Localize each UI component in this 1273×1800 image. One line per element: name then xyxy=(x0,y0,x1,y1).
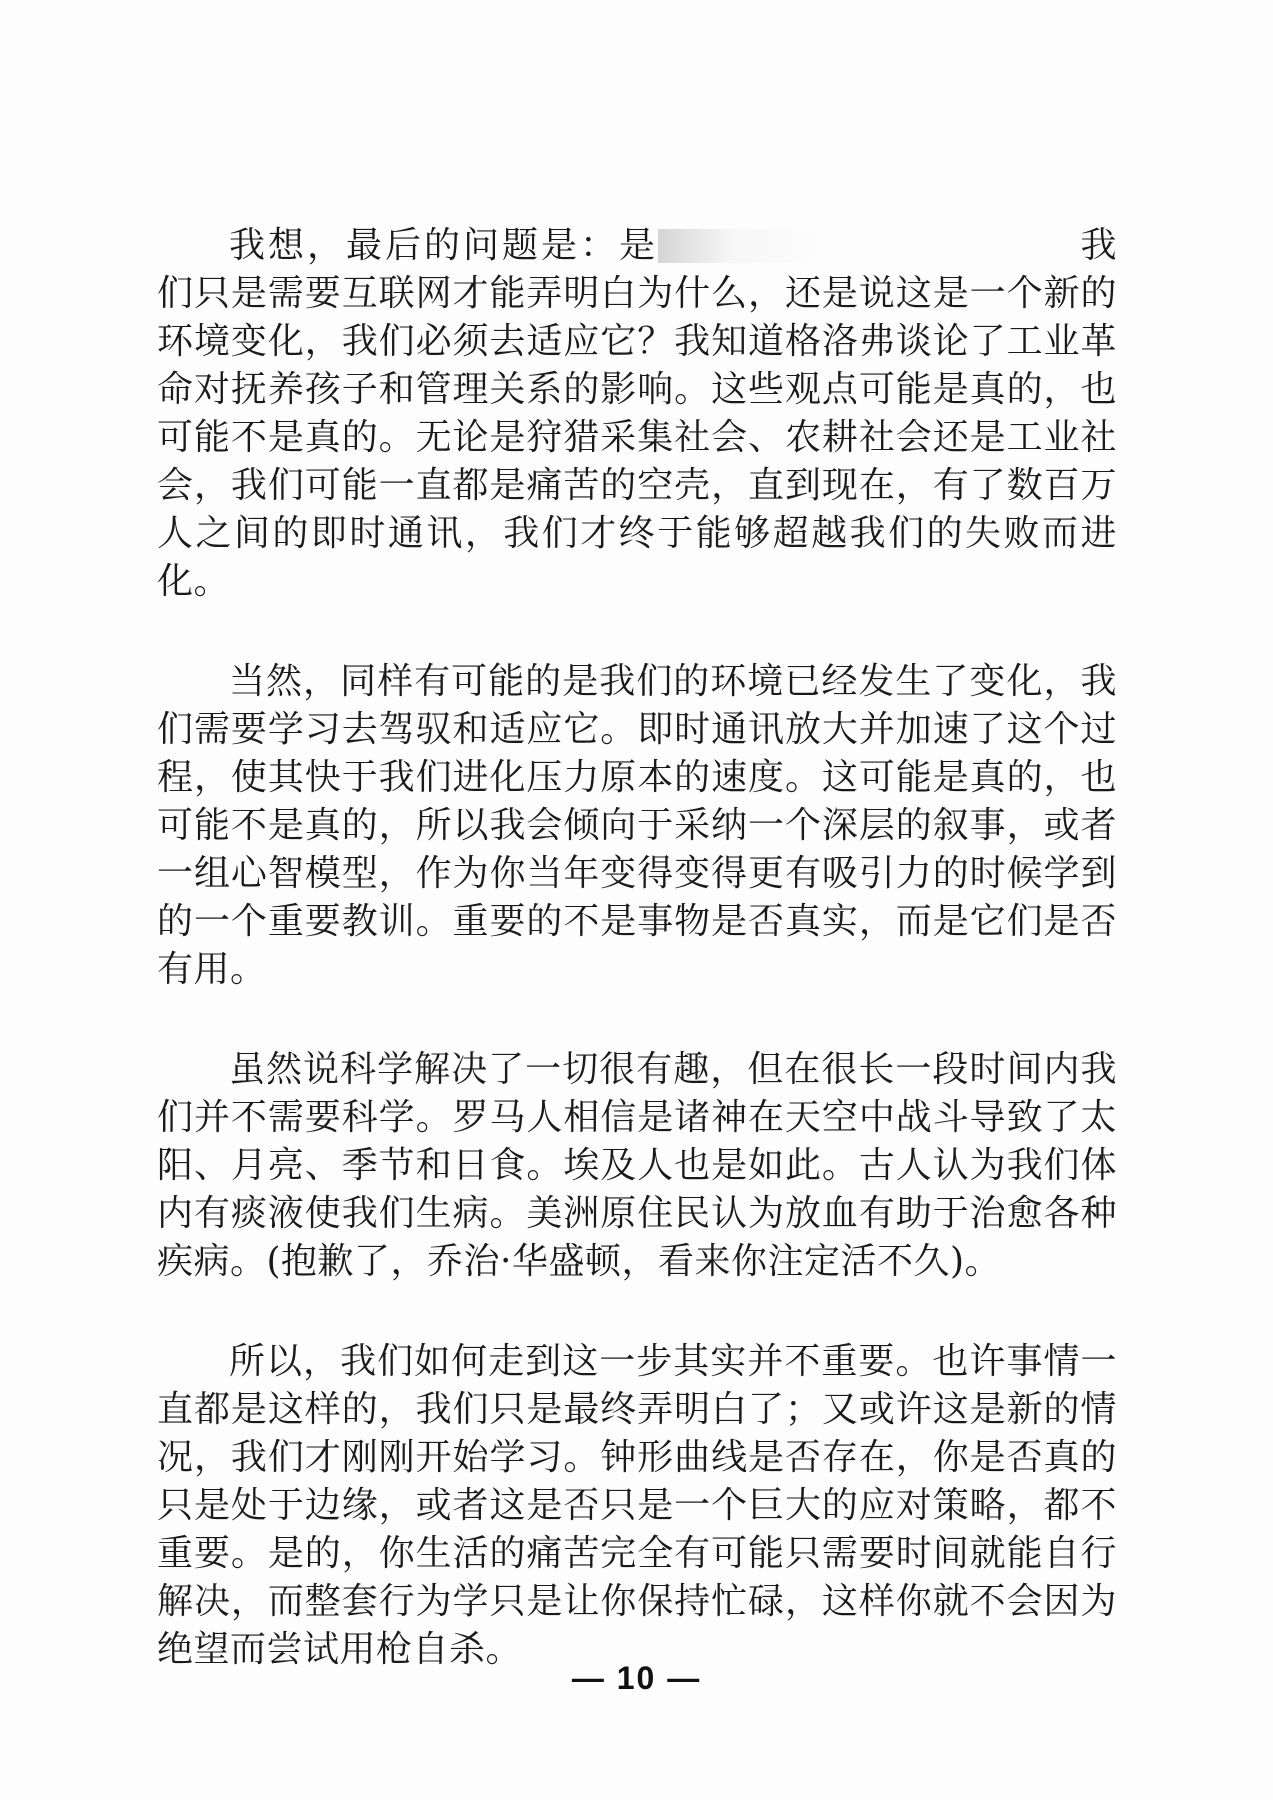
paragraph-1-text-start: 我想，最后的问题是：是 xyxy=(229,225,658,266)
paragraph-1-text-end: 我们只是需要互联网才能弄明白为什么，还是说这是一个新的环境变化，我们必须去适应它？我知道格洛弗谈论了工业革命对抚养孩子和管理关系的影响。这些观点可能是真的，也可能不是真的。无论是狩猎采集社会、农耕社会还是工业社会，我们可能一直都是痛苦的空壳，直到现在，有了数百万人之间的即时通讯，我们才终于能够超越我们的失败而进化。 xyxy=(157,225,1117,602)
redaction-mark xyxy=(658,229,1078,263)
paragraph-3: 虽然说科学解决了一切很有趣，但在很长一段时间内我们并不需要科学。罗马人相信是诸神在天空中战斗导致了太阳、月亮、季节和日食。埃及人也是如此。古人认为我们体内有痰液使我们生病。美洲原住民认为放血有助于治愈各种疾病。(抱歉了，乔治·华盛顿，看来你注定活不久)。 xyxy=(157,1049,1117,1282)
paragraph-4: 所以，我们如何走到这一步其实并不重要。也许事情一直都是这样的，我们只是最终弄明白了；又或许这是新的情况，我们才刚刚开始学习。钟形曲线是否存在，你是否真的只是处于边缘，或者这是否只是一个巨大的应对策略，都不重要。是的，你生活的痛苦完全有可能只需要时间就能自行解决，而整套行为学只是让你保持忙碌，这样你就不会因为绝望而尝试用枪自杀。 xyxy=(157,1341,1117,1670)
page-number: — 10 — xyxy=(571,1660,702,1696)
paragraph-2: 当然，同样有可能的是我们的环境已经发生了变化，我们需要学习去驾驭和适应它。即时通讯放大并加速了这个过程，使其快于我们进化压力原本的速度。这可能是真的，也可能不是真的，所以我会倾向于采纳一个深层的叙事，或者一组心智模型，作为你当年变得变得更有吸引力的时候学到的一个重要教训。重要的不是事物是否真实，而是它们是否有用。 xyxy=(157,661,1117,990)
paragraph-1 xyxy=(157,222,1117,606)
document-body xyxy=(157,222,1117,1726)
